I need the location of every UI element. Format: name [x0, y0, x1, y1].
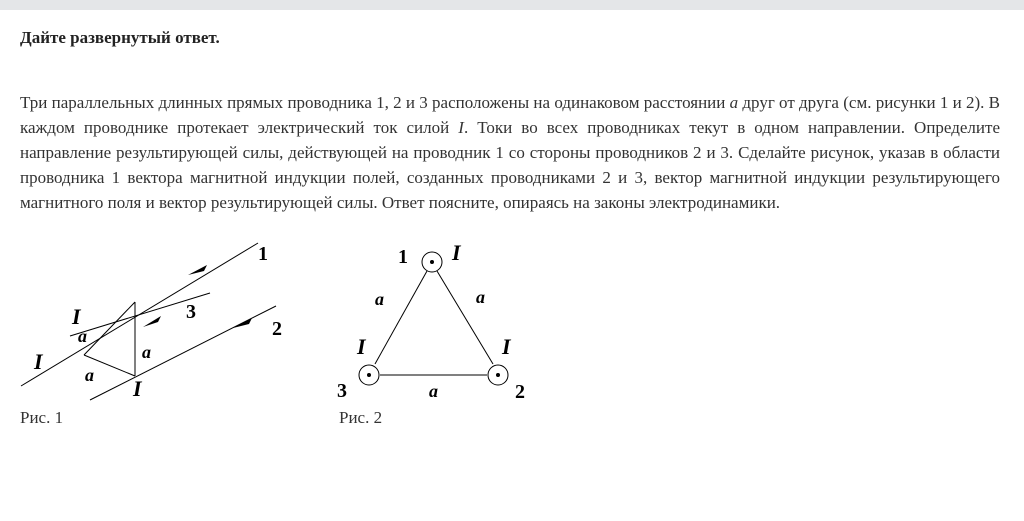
- distance-symbol: a: [729, 93, 739, 112]
- top-bar: [0, 0, 1024, 10]
- fig2-label-wire3: 3: [337, 380, 347, 402]
- triangle-side-right: [437, 271, 493, 364]
- fig1-label-dist-vertical: a: [142, 342, 151, 362]
- current-arrow-icon: [143, 316, 161, 327]
- figure-2-cross-section: [330, 238, 540, 403]
- fig2-label-current3: I: [357, 334, 366, 359]
- fig1-label-dist-lower: a: [85, 365, 94, 385]
- current-dot: [367, 373, 371, 377]
- problem-text-part1: Три параллельных длинных прямых проводника 1, 2 и 3 расположены на одинаковом расстоянии: [20, 93, 730, 112]
- problem-text: [20, 90, 1000, 215]
- fig2-label-current2: I: [502, 334, 511, 359]
- current-arrow-icon: [188, 265, 207, 275]
- cross-section-edge-upper: [84, 302, 135, 355]
- problem-text-part2: друг от друга (см. рисунки 1 и 2). В каждом проводнике протекает электрический ток силой: [20, 93, 1000, 137]
- figure-1-caption: Рис. 1: [20, 408, 64, 427]
- figure-1-perspective: [18, 238, 308, 403]
- fig1-label-wire2: 2: [272, 318, 282, 340]
- fig1-label-current-left: I: [34, 349, 43, 374]
- fig2-label-side-bottom: a: [429, 381, 438, 401]
- fig1-label-wire3: 3: [186, 301, 196, 323]
- fig2-label-current1: I: [452, 240, 461, 265]
- fig2-label-wire2: 2: [515, 381, 525, 403]
- fig1-label-current-top: I: [72, 304, 81, 329]
- fig1-label-wire1: 1: [258, 243, 268, 265]
- fig2-label-wire1: 1: [398, 246, 408, 268]
- problem-text-part3: . Токи во всех проводниках текут в одном направлении. Определите направление результирующей силы, действующей на проводник 1 со стороны проводников 2 и 3. Сделайте рисунок, указав в области проводника 1 вектора магнитной индукции полей, созданных проводниками 2 и 3, вектор магнитной индукции результирующего магнитного поля и вектор результирующей силы. Ответ поясните, опираясь на законы электродинамики.: [20, 118, 1000, 212]
- current-dot: [496, 373, 500, 377]
- triangle-side-left: [375, 271, 427, 364]
- fig1-label-dist-upper: a: [78, 326, 87, 346]
- current-dot: [430, 260, 434, 264]
- fig2-label-side-left: a: [375, 289, 384, 309]
- fig2-label-side-right: a: [476, 287, 485, 307]
- figure-2-caption: Рис. 2: [339, 408, 383, 427]
- fig1-label-current-bottom: I: [133, 376, 142, 401]
- task-heading: Дайте развернутый ответ.: [20, 28, 220, 47]
- current-symbol: I: [458, 118, 464, 137]
